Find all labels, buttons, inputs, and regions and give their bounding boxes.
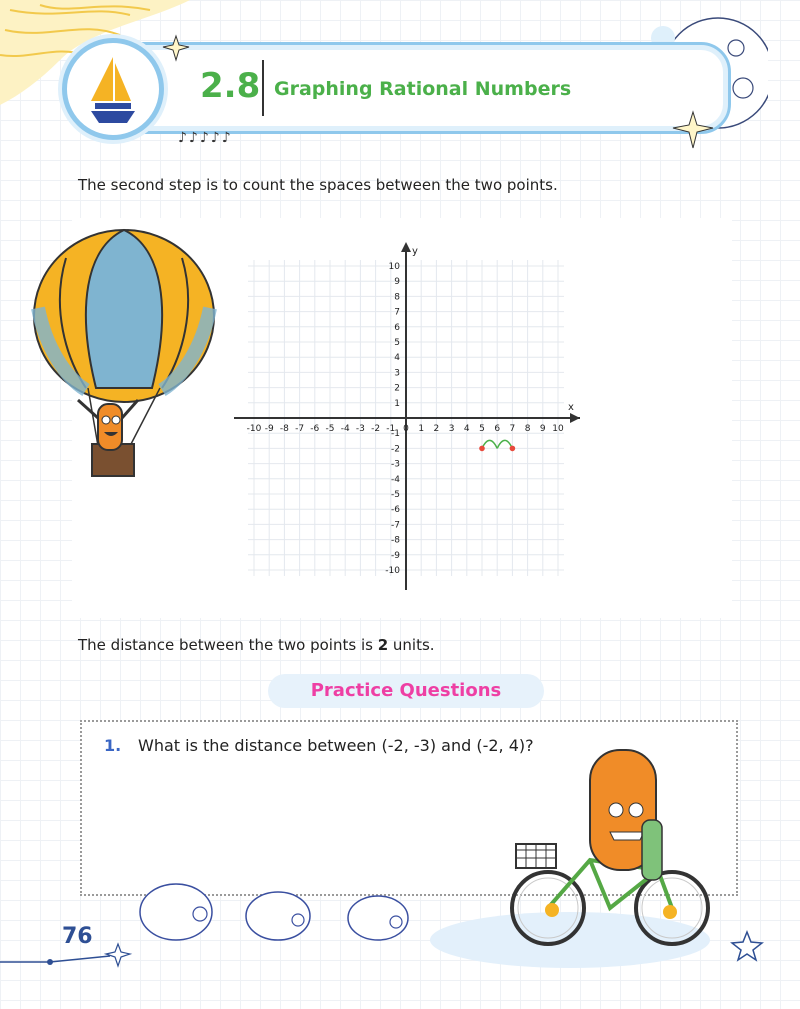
x-tick-label: 2 — [433, 424, 440, 434]
y-tick-label: -5 — [391, 490, 400, 500]
x-tick-label: 5 — [479, 424, 485, 434]
x-tick-label: -6 — [310, 424, 320, 434]
intro-text: The second step is to count the spaces between the two points. — [78, 176, 558, 194]
y-tick-label: -10 — [385, 566, 400, 576]
y-tick-label: -4 — [391, 474, 400, 485]
x-tick-label: -4 — [340, 424, 350, 434]
y-tick-label: -8 — [391, 535, 400, 546]
y-tick-label: 1 — [394, 398, 400, 409]
y-axis-arrow — [401, 242, 411, 252]
x-tick-label: -8 — [279, 424, 289, 434]
y-tick-label: -9 — [391, 550, 400, 561]
x-tick-label: 3 — [448, 424, 455, 434]
y-tick-label: 6 — [394, 322, 400, 333]
x-axis-label: x — [568, 402, 574, 413]
moon-rock-illustration — [138, 874, 438, 944]
plotted-point — [510, 446, 516, 452]
y-tick-label: 4 — [394, 353, 400, 364]
x-tick-label: -3 — [355, 424, 365, 434]
x-tick-label: 9 — [539, 424, 546, 434]
y-tick-label: 3 — [394, 368, 400, 379]
y-tick-label: -1 — [391, 429, 400, 440]
y-tick-label: -6 — [391, 505, 400, 516]
x-tick-label: -7 — [295, 424, 305, 434]
coordinate-plane — [228, 240, 584, 600]
y-tick-label: 2 — [394, 383, 400, 394]
y-tick-label: 9 — [394, 277, 400, 288]
y-tick-label: -2 — [391, 444, 400, 455]
x-tick-label: -5 — [325, 424, 335, 434]
page-number: 76 — [62, 924, 93, 949]
x-tick-label: -10 — [246, 424, 262, 434]
distance-sentence — [78, 636, 435, 654]
y-tick-label: 8 — [394, 292, 400, 303]
header-divider — [262, 60, 264, 116]
x-tick-label: 4 — [463, 424, 470, 434]
y-tick-label: -3 — [391, 459, 400, 470]
x-tick-label: -9 — [264, 424, 274, 434]
x-tick-label: 1 — [418, 424, 425, 434]
star-outline-icon — [730, 930, 764, 962]
y-tick-label: 7 — [394, 307, 400, 318]
section-number: 2.8 — [200, 66, 261, 106]
footer-line-decoration — [0, 942, 140, 972]
practice-heading: Practice Questions — [268, 674, 544, 708]
hot-air-balloon-illustration — [26, 228, 222, 484]
plotted-point — [479, 446, 485, 452]
x-tick-label: -2 — [371, 424, 381, 434]
y-tick-label: -7 — [391, 520, 400, 531]
sparkle-star-icon — [670, 110, 716, 150]
bicycle-character-illustration — [430, 740, 730, 970]
sparkle-star-icon — [160, 34, 192, 62]
distance-value: 2 — [377, 636, 389, 654]
question-text: What is the distance between (-2, -3) and (-2, 4)? — [138, 736, 534, 755]
music-note-decoration: ♪♪♪♪♪ — [178, 130, 233, 146]
y-tick-label: 10 — [388, 262, 400, 272]
distance-text-before: The distance between the two points is — [78, 636, 378, 654]
y-axis-label: y — [412, 246, 418, 257]
y-tick-label: 5 — [394, 338, 400, 348]
x-tick-label: 10 — [552, 424, 564, 434]
section-badge — [62, 38, 164, 140]
question-number: 1. — [104, 736, 122, 755]
sailboat-icon — [67, 43, 159, 135]
x-tick-label: 0 — [403, 424, 409, 434]
x-tick-label: -1 — [386, 424, 396, 434]
x-tick-label: 7 — [509, 424, 516, 434]
x-axis-arrow — [570, 413, 580, 423]
section-title: Graphing Rational Numbers — [274, 78, 572, 100]
distance-text-after: units. — [388, 636, 435, 654]
x-tick-label: 8 — [524, 424, 531, 434]
x-tick-label: 6 — [494, 424, 501, 434]
